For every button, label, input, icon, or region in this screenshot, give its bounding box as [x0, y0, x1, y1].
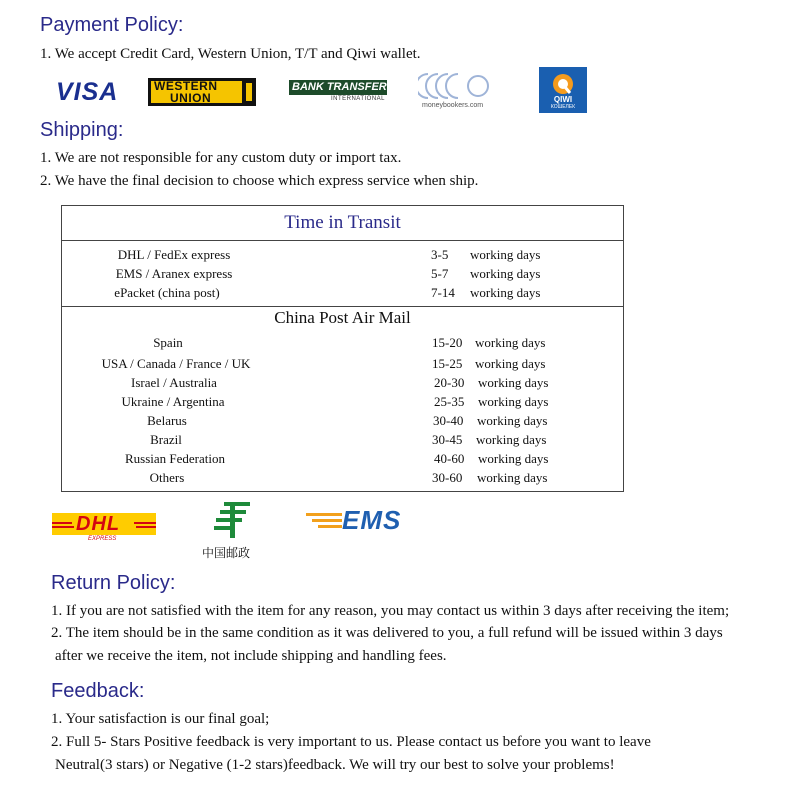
china-post-logo [200, 500, 264, 562]
express-days: 7-14 [431, 285, 455, 300]
bank-transfer-logo [289, 80, 387, 106]
airmail-days: 25-35 [434, 394, 465, 409]
airmail-country: Russian Federation [124, 451, 226, 466]
express-days: 5-7 [431, 266, 449, 281]
return-line-3: after we receive the item, not include shipping and handling fees. [55, 648, 447, 664]
qiwi-text: QIWI [553, 95, 573, 104]
china-post-icon [210, 500, 254, 540]
airmail-unit: working days [476, 432, 547, 447]
airmail-country: Ukraine / Argentina [121, 394, 225, 409]
airmail-days: 40-60 [434, 451, 465, 466]
airmail-unit: working days [475, 335, 546, 350]
airmail-subtitle: China Post Air Mail [274, 308, 411, 327]
moneybookers-text: moneybookers.com [422, 102, 484, 109]
airmail-country: Belarus [147, 413, 187, 428]
return-line-1: 1. If you are not satisfied with the item for any reason, you may contact us within 3 days after receiving the item; [51, 603, 730, 619]
moneybookers-logo [418, 70, 500, 112]
dhl-express-text: EXPRESS [88, 536, 117, 542]
express-service: DHL / FedEx express [117, 247, 231, 262]
express-unit: working days [470, 285, 541, 300]
bank-transfer-subtext: INTERNATIONAL [330, 96, 385, 102]
payment-policy-heading: Payment Policy: [40, 14, 184, 36]
bank-transfer-text: BANK TRANSFER [292, 81, 387, 93]
airmail-unit: working days [477, 413, 548, 428]
dhl-logo [52, 513, 156, 545]
shipping-line-1: 1. We are not responsible for any custom duty or import tax. [40, 150, 402, 166]
payment-line-1: 1. We accept Credit Card, Western Union, T/T and Qiwi wallet. [40, 46, 421, 62]
dhl-logo-text: DHL [76, 513, 121, 535]
return-policy-heading: Return Policy: [51, 572, 176, 594]
airmail-days: 15-20 [432, 335, 463, 350]
airmail-country: Spain [153, 335, 183, 350]
shipping-line-2: 2. We have the final decision to choose which express service when ship. [40, 173, 479, 189]
shipping-heading: Shipping: [40, 119, 124, 141]
visa-logo-text: VISA [56, 78, 119, 106]
visa-logo [56, 78, 122, 106]
feedback-line-3: Neutral(3 stars) or Negative (1-2 stars)feedback. We will try our best to solve your problems! [55, 757, 615, 773]
airmail-unit: working days [477, 470, 548, 485]
china-post-text: 中国邮政 [202, 546, 251, 560]
airmail-days: 20-30 [434, 375, 465, 390]
western-union-text-2: UNION [170, 91, 212, 105]
qiwi-logo [539, 67, 587, 113]
airmail-unit: working days [478, 451, 549, 466]
express-unit: working days [470, 247, 541, 262]
airmail-unit: working days [478, 375, 549, 390]
airmail-unit: working days [475, 356, 546, 371]
transit-table-title: Time in Transit [284, 212, 401, 233]
airmail-days: 30-45 [432, 432, 463, 447]
ems-logo [306, 507, 418, 537]
express-service: ePacket (china post) [114, 285, 220, 300]
express-unit: working days [470, 266, 541, 281]
airmail-days: 30-40 [433, 413, 464, 428]
return-line-2: 2. The item should be in the same condition as it was delivered to you, a full refund will be issued within 3 days [51, 625, 723, 641]
table-divider [62, 306, 623, 307]
ems-logo-text: EMS [342, 505, 402, 535]
airmail-unit: working days [478, 394, 549, 409]
qiwi-subtext: КОШЕЛЕК [550, 104, 576, 110]
time-in-transit-table [61, 205, 624, 492]
western-union-text-1: WESTERN [154, 79, 218, 93]
western-union-logo [148, 78, 256, 106]
airmail-days: 30-60 [432, 470, 463, 485]
airmail-country: Others [149, 470, 185, 485]
feedback-line-1: 1. Your satisfaction is our final goal; [51, 711, 270, 727]
airmail-country: USA / Canada / France / UK [101, 356, 251, 371]
airmail-days: 15-25 [432, 356, 463, 371]
airmail-country: Israel / Australia [131, 375, 217, 390]
feedback-heading: Feedback: [51, 680, 145, 702]
express-days: 3-5 [431, 247, 449, 262]
feedback-line-2: 2. Full 5- Stars Positive feedback is very important to us. Please contact us before you want to leave [51, 734, 651, 750]
airmail-country: Brazil [150, 432, 182, 447]
table-divider [62, 240, 623, 241]
moneybookers-icon [418, 70, 500, 102]
express-service: EMS / Aranex express [115, 266, 233, 281]
